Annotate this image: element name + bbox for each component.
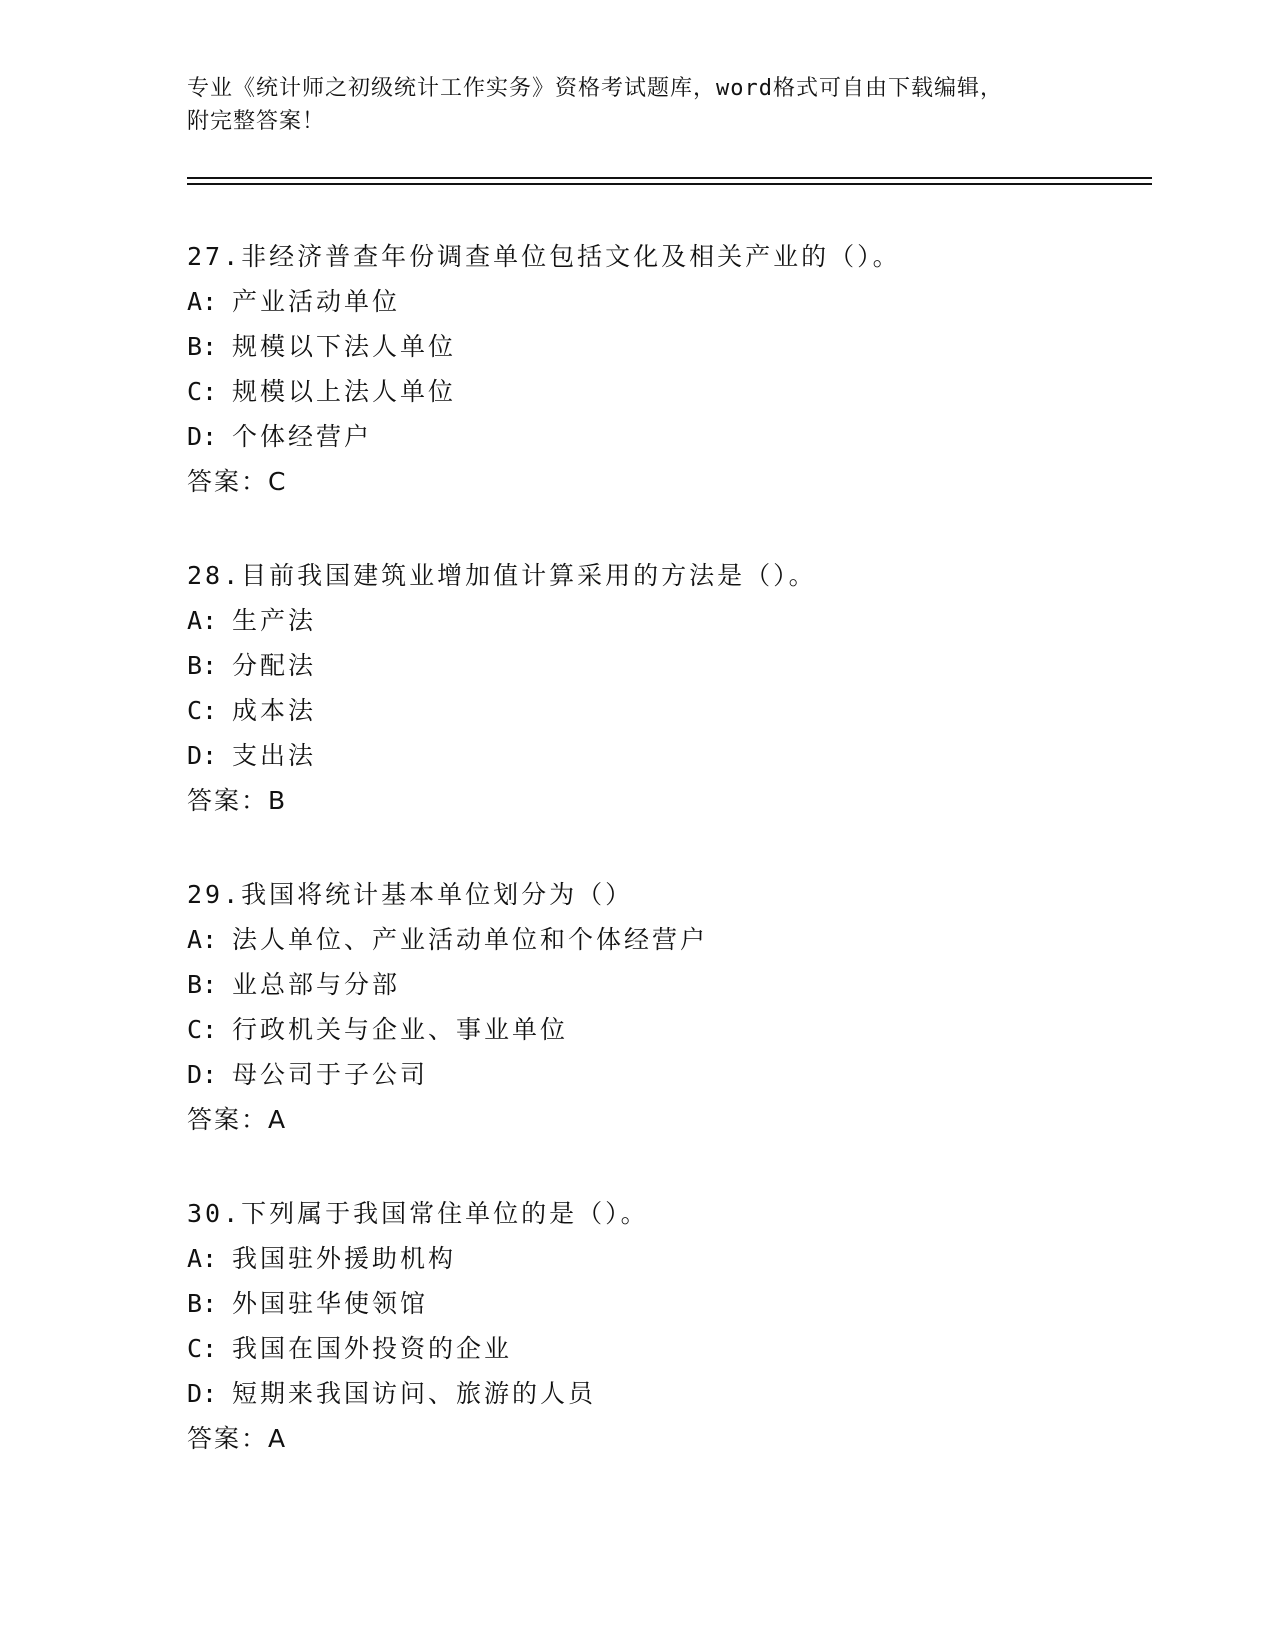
option-key: C: (187, 1334, 218, 1363)
option-text: 规模以下法人单位 (232, 332, 457, 361)
question-stem: 28.目前我国建筑业增加值计算采用的方法是（）。 (187, 561, 817, 590)
option-text: 生产法 (232, 606, 317, 635)
question-27 (187, 234, 1147, 504)
question-30 (187, 1191, 1147, 1461)
answer-line: 答案：A (187, 1105, 288, 1134)
option-text: 规模以上法人单位 (232, 377, 457, 406)
header-line-2: 附完整答案！ (187, 109, 326, 134)
option-c (187, 1007, 1147, 1052)
option-key: C: (187, 377, 218, 406)
option-text: 业总部与分部 (232, 970, 401, 999)
option-key: C: (187, 696, 218, 725)
option-text: 我国驻外援助机构 (232, 1244, 457, 1273)
option-b (187, 1281, 1147, 1326)
option-key: C: (187, 1015, 218, 1044)
option-key: A: (187, 925, 218, 954)
option-text: 个体经营户 (232, 422, 373, 451)
answer-line: 答案：B (187, 786, 288, 815)
option-text: 成本法 (232, 696, 317, 725)
option-key: D: (187, 741, 218, 770)
option-key: B: (187, 970, 218, 999)
question-stem: 30.下列属于我国常住单位的是（）。 (187, 1199, 649, 1228)
option-key: B: (187, 651, 218, 680)
option-a (187, 279, 1147, 324)
question-29 (187, 872, 1147, 1142)
option-key: B: (187, 1289, 218, 1318)
option-text: 产业活动单位 (232, 287, 401, 316)
question-stem: 27.非经济普查年份调查单位包括文化及相关产业的（）。 (187, 242, 901, 271)
document-header (187, 72, 1087, 138)
option-text: 外国驻华使领馆 (232, 1289, 429, 1318)
answer-line: 答案：C (187, 467, 288, 496)
option-key: D: (187, 1379, 218, 1408)
header-divider-bottom (187, 183, 1152, 185)
option-key: B: (187, 332, 218, 361)
option-text: 法人单位、产业活动单位和个体经营户 (232, 925, 709, 954)
option-a (187, 598, 1147, 643)
option-d (187, 1052, 1147, 1097)
option-a (187, 1236, 1147, 1281)
header-line-1: 专业《统计师之初级统计工作实务》资格考试题库，word格式可自由下载编辑， (187, 76, 1003, 101)
option-a (187, 917, 1147, 962)
option-key: D: (187, 422, 218, 451)
option-d (187, 733, 1147, 778)
option-text: 支出法 (232, 741, 317, 770)
option-b (187, 962, 1147, 1007)
option-key: D: (187, 1060, 218, 1089)
option-text: 行政机关与企业、事业单位 (232, 1015, 569, 1044)
question-stem: 29.我国将统计基本单位划分为（） (187, 880, 634, 909)
option-d (187, 414, 1147, 459)
option-b (187, 643, 1147, 688)
question-28 (187, 553, 1147, 823)
option-b (187, 324, 1147, 369)
option-text: 母公司于子公司 (232, 1060, 429, 1089)
option-text: 分配法 (232, 651, 317, 680)
option-c (187, 1326, 1147, 1371)
option-key: A: (187, 606, 218, 635)
option-d (187, 1371, 1147, 1416)
option-c (187, 369, 1147, 414)
option-key: A: (187, 287, 218, 316)
option-c (187, 688, 1147, 733)
option-text: 短期来我国访问、旅游的人员 (232, 1379, 597, 1408)
option-key: A: (187, 1244, 218, 1273)
answer-line: 答案：A (187, 1424, 288, 1453)
option-text: 我国在国外投资的企业 (232, 1334, 513, 1363)
header-divider-top (187, 177, 1152, 179)
